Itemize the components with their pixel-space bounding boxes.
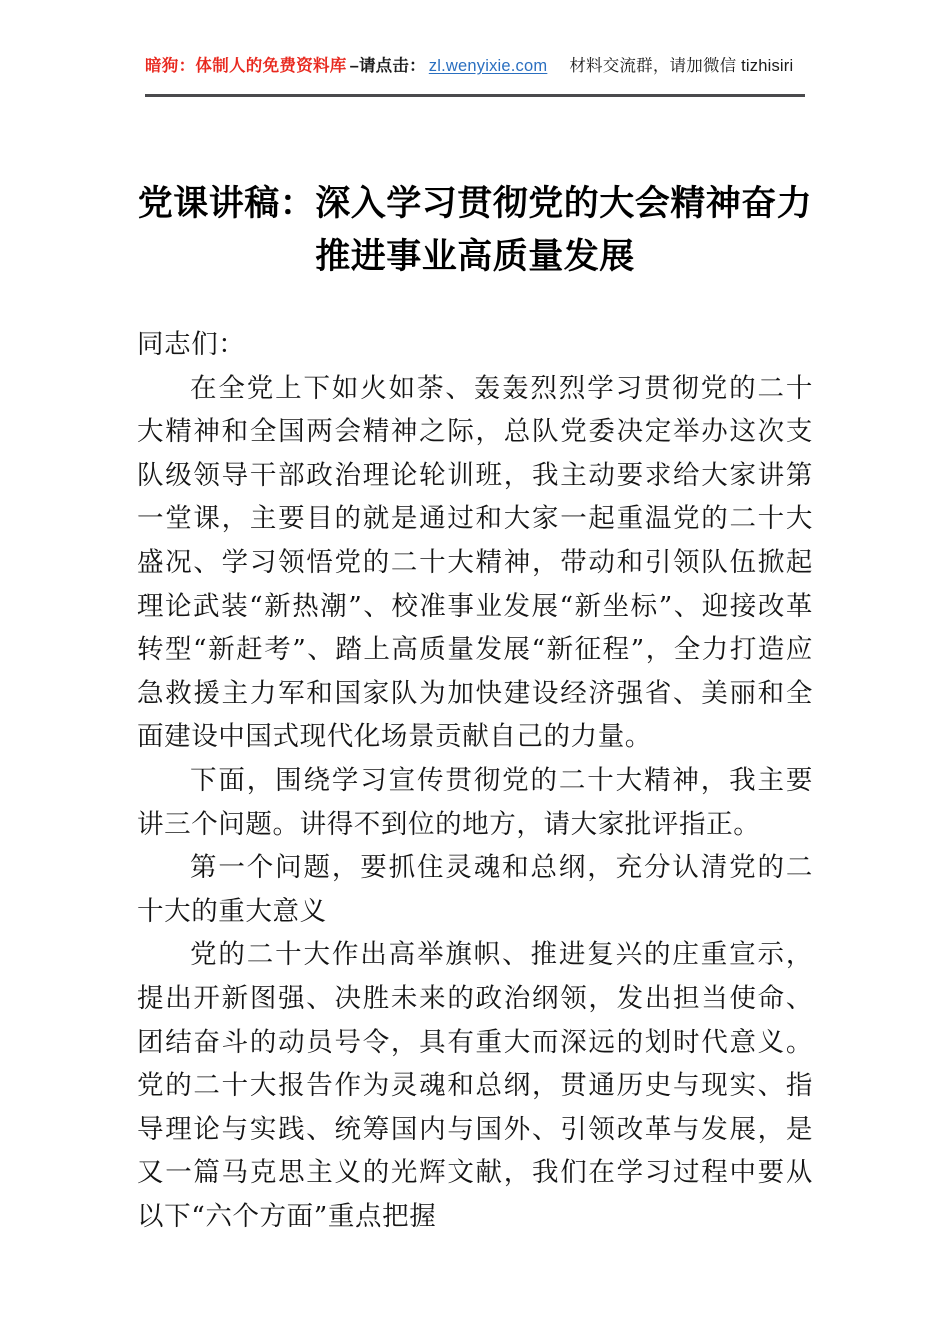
promo-banner-contact: 材料交流群，请加微信 tizhisiri	[569, 57, 794, 75]
paragraph-section-one-heading: 第一个问题，要抓住灵魂和总纲，充分认清党的二十大的重大意义	[137, 852, 813, 927]
paragraph-outline: 下面，围绕学习宣传贯彻党的二十大精神，我主要讲三个问题。讲得不到位的地方，请大家批评指正。	[137, 764, 813, 840]
document-body	[137, 323, 813, 1238]
paragraph-salutation: 同志们：	[137, 329, 246, 360]
paragraph-section-one-body: 党的二十大作出高举旗帜、推进复兴的庄重宣示，提出开新图强、决胜未来的政治纲领，发出担当使命、团结奋斗的动员号令，具有重大而深远的划时代意义。党的二十大报告作为灵魂和总纲，贯通历史与现实、指导理论与实践、统筹国内与国外、引领改革与发展，是又一篇马克思主义的光辉文献，我们在学习过程中要从以下“六个方面”重点把握	[137, 939, 813, 1232]
promo-banner-brand: 暗狗：体制人的免费资料库	[145, 57, 347, 75]
promo-banner-prompt: –请点击：	[349, 57, 426, 75]
promo-banner-link[interactable]: zl.wenyixie.com	[428, 57, 548, 75]
banner-divider	[145, 94, 805, 97]
page-title: 党课讲稿：深入学习贯彻党的大会精神奋力推进事业高质量发展	[137, 184, 813, 278]
promo-banner	[145, 58, 805, 92]
paragraph-opening: 在全党上下如火如荼、轰轰烈烈学习贯彻党的二十大精神和全国两会精神之际，总队党委决定举办这次支队级领导干部政治理论轮训班，我主动要求给大家讲第一堂课，主要目的就是通过和大家一起重温党的二十大盛况、学习领悟党的二十大精神，带动和引领队伍掀起理论武装“新热潮”、校准事业发展“新坐标”、迎接改革转型“新赶考”、踏上高质量发展“新征程”，全力打造应急救援主力军和国家队为加快建设经济强省、美丽和全面建设中国式现代化场景贡献自己的力量。	[137, 372, 813, 753]
